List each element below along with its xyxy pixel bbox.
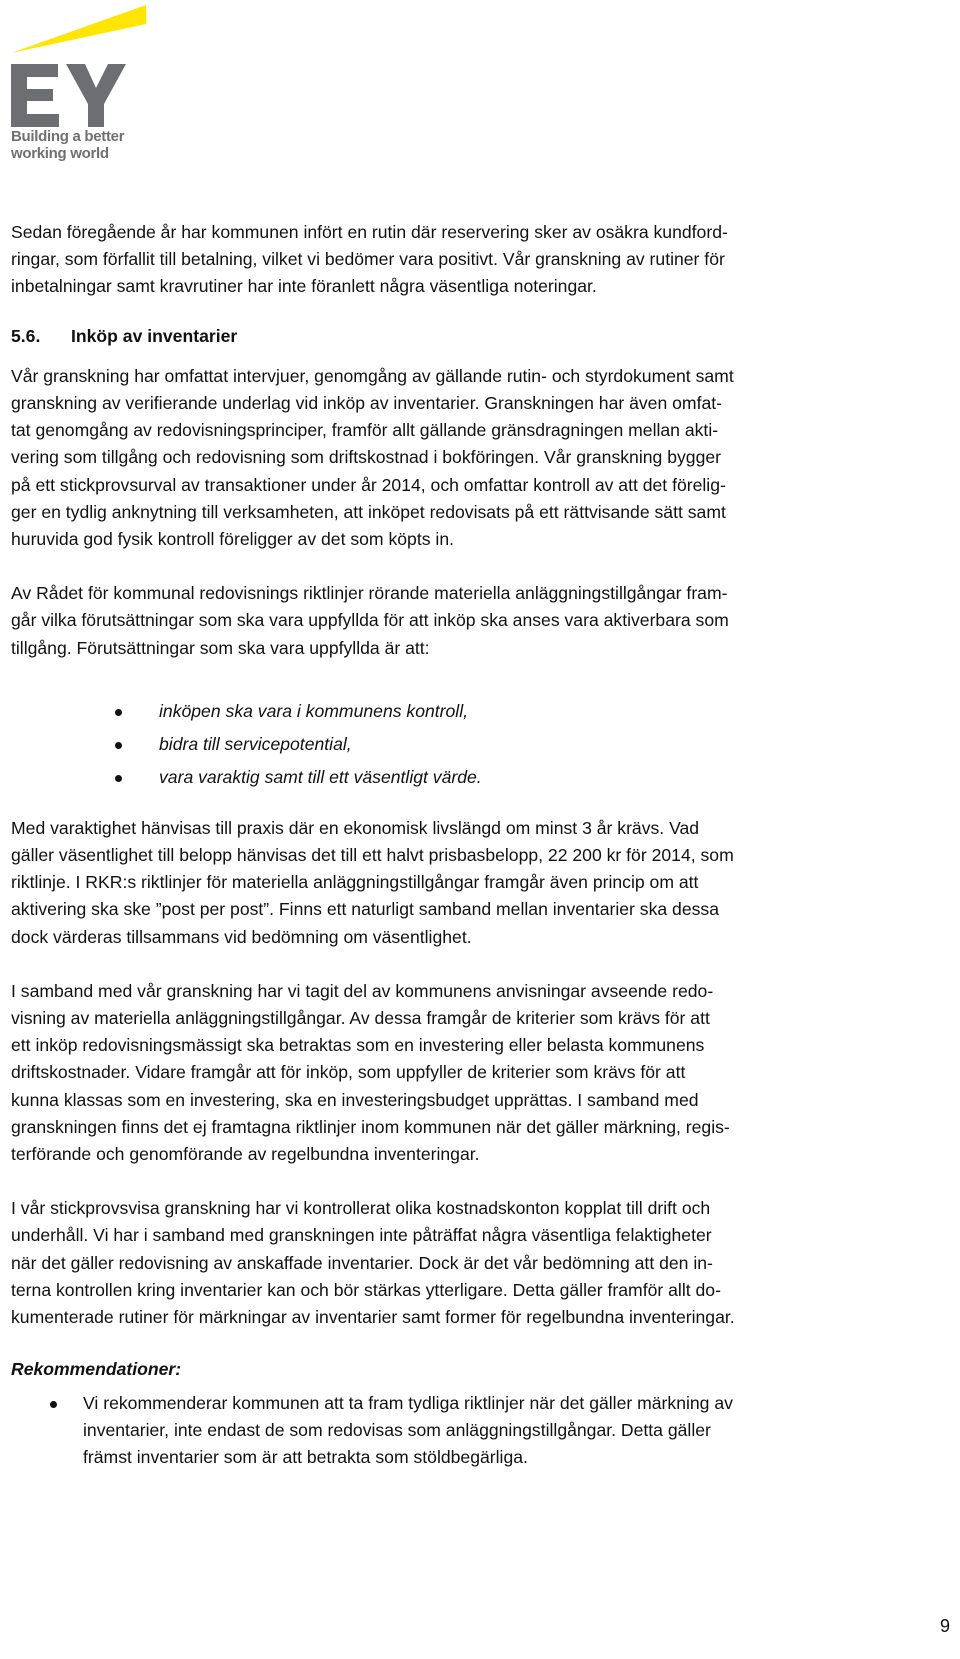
criteria-item: inköpen ska vara i kommunens kontroll, <box>11 695 960 728</box>
recommendation-item: Vi rekommenderar kommunen att ta fram tydliga riktlinjer när det gäller märkning av inventarier, inte endast de som redovisas som anläggningstillgångar. Detta gäller främst inventarier som är att betrakta som stöldbegärliga. <box>11 1390 960 1472</box>
section-title: Inköp av inventarier <box>71 325 238 346</box>
ey-logo <box>8 0 158 175</box>
logo-tagline: Building a better working world <box>11 128 125 162</box>
section-heading <box>11 323 960 350</box>
recommendations-title: Rekommendationer: <box>11 1359 182 1380</box>
criteria-list <box>11 695 960 794</box>
paragraph: I samband med vår granskning har vi tagit del av kommunens anvisningar avseende redo- visning av materiella anläggningstillgångar. Av dessa framgår de kriterier som krävs för att ett inköp redovisningsmässigt ska betraktas som en investering eller belasta kommunens driftskostnader. Vidare framgår att för inköp, som uppfyller de kriterier som krävs för att kunna klassas som en investering, ska en investeringsbudget upprättas. I samband med granskningen finns det ej framtagna riktlinjer inom kommunen när det gäller märkning, regis- terförande och genomförande av regelbundna inventeringar. <box>11 980 730 1165</box>
page-number: 9 <box>939 1616 950 1636</box>
paragraph: Vår granskning har omfattat intervjuer, genomgång av gällande rutin- och styrdokument samt granskning av verifierande underlag vid inköp av inventarier. Granskningen har även omfat- tat genomgång av redovisningsprinciper, framför allt gällande gränsdragningen mellan akti- vering som tillgång och redovisning som driftskostnad i bokföringen. Vår granskning bygger på ett stickprovsurval av transaktioner under år 2014, och omfattar kontroll av att det förelig- ger en tydlig anknytning till verksamheten, att inköpet redovisats på ett rättvisande sätt samt huruvida god fysik kontroll föreligger av det som köpts in. <box>11 365 734 550</box>
criteria-item: vara varaktig samt till ett väsentligt värde. <box>11 761 960 794</box>
document-body <box>11 219 960 1471</box>
ey-beam-icon <box>11 5 146 53</box>
ey-letter-y-icon <box>66 64 126 127</box>
section-number: 5.6. <box>11 325 41 346</box>
ey-logo-mark <box>8 0 158 130</box>
paragraph: Med varaktighet hänvisas till praxis där en ekonomisk livslängd om minst 3 år krävs. Vad gäller väsentlighet till belopp hänvisas det till ett halvt prisbasbelopp, 22 200 kr för 2014, som riktlinje. I RKR:s riktlinjer för materiella anläggningstillgångar framgår även princip om att aktivering ska ske ”post per post”. Finns ett naturligt samband mellan inventarier ska dessa dock värderas tillsammans vid bedömning om väsentlighet. <box>11 817 734 947</box>
intro-paragraph: Sedan föregående år har kommunen infört en rutin där reservering sker av osäkra kundford- ringar, som förfallit till betalning, vilket vi bedömer vara positivt. Vår granskning av rutiner för inbetalningar samt kravrutiner har inte föranlett några väsentliga noteringar. <box>11 222 728 297</box>
paragraph: Av Rådet för kommunal redovisnings riktlinjer rörande materiella anläggningstillgångar fram- går vilka förutsättningar som ska vara uppfyllda för att inköp ska anses vara aktiverbara som tillgång. Förutsättningar som ska vara uppfyllda är att: <box>11 583 729 658</box>
paragraph: I vår stickprovsvisa granskning har vi kontrollerat olika kostnadskonton kopplat till drift och underhåll. Vi har i samband med granskningen inte påträffat några väsentliga felaktigheter när det gäller redovisning av anskaffade inventarier. Dock är det vår bedömning att den in- terna kontrollen kring inventarier kan och bör stärkas ytterligare. Detta gäller framför allt do- kumenterade rutiner för märkningar av inventarier samt former för regelbundna inventeringar. <box>11 1198 735 1328</box>
recommendations-list <box>11 1390 960 1472</box>
criteria-item: bidra till servicepotential, <box>11 728 960 761</box>
ey-letter-e-icon <box>11 64 59 127</box>
